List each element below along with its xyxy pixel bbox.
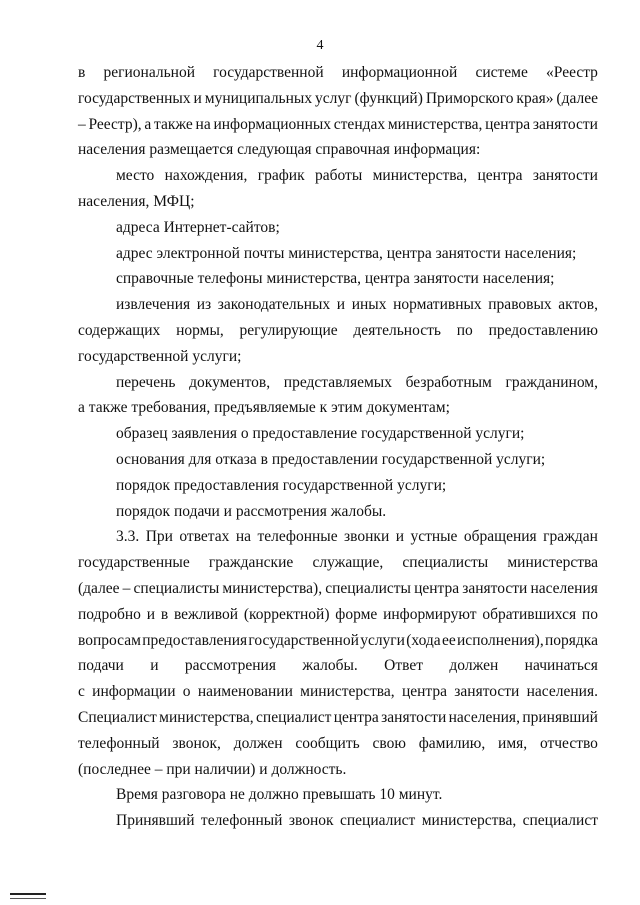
- text-line: [78, 370, 598, 396]
- word: Ответ: [384, 657, 424, 675]
- text-line: [78, 731, 598, 757]
- word: график: [257, 167, 305, 185]
- word: муниципальных: [204, 89, 313, 107]
- word: телефонные: [257, 528, 338, 546]
- word: должен: [233, 734, 283, 752]
- word: вежливой: [173, 605, 239, 623]
- word: Принявший: [116, 812, 195, 830]
- word: гражданские: [208, 554, 294, 572]
- word: информационной: [341, 64, 458, 81]
- word: безработным: [405, 373, 492, 391]
- word: и: [336, 296, 346, 314]
- word: по: [456, 321, 473, 339]
- word: При: [145, 528, 173, 546]
- word: государственной: [213, 64, 324, 81]
- word: министерства,: [372, 167, 468, 185]
- word: обратившихся: [482, 605, 577, 623]
- word: населения: [530, 579, 598, 597]
- word: рассмотрения: [184, 657, 276, 675]
- scan-edge-mark: [10, 893, 46, 895]
- word: Приморского: [425, 89, 514, 107]
- word: населения,: [448, 708, 520, 726]
- word: информируют: [383, 605, 477, 623]
- word: и: [193, 89, 202, 107]
- word: отчество: [539, 734, 598, 752]
- word: также: [154, 115, 193, 133]
- word: служащие,: [312, 554, 384, 572]
- scan-edge-mark: [10, 898, 46, 899]
- word: содержащих: [78, 321, 161, 339]
- text-line: [78, 60, 598, 86]
- word: «Реестр: [546, 64, 598, 81]
- word: актов,: [558, 296, 598, 314]
- word: должен: [449, 657, 499, 675]
- word: форме: [335, 605, 378, 623]
- word: услуг: [315, 89, 352, 107]
- text-line: населения, МФЦ;: [78, 192, 195, 210]
- text-line: населения размещается следующая справочная информация:: [78, 141, 481, 159]
- word: и: [395, 528, 404, 546]
- word: Специалист: [78, 708, 157, 726]
- word: нахождения,: [164, 167, 248, 185]
- word: сообщить: [295, 734, 360, 752]
- word: начинаться: [524, 657, 598, 675]
- word: перечень: [116, 373, 176, 391]
- text-line: образец заявления о предоставление государственной услуги;: [116, 425, 525, 443]
- word: министерства),: [222, 579, 323, 597]
- word: документов,: [189, 373, 271, 391]
- word: ее: [441, 631, 456, 649]
- word: (далее: [556, 89, 598, 107]
- text-line: адрес электронной почты министерства, центра занятости населения;: [116, 244, 577, 262]
- word: с: [78, 683, 85, 701]
- word: а: [144, 115, 152, 133]
- text-line: [78, 705, 598, 731]
- word: информационных: [213, 115, 332, 133]
- document-body: [78, 60, 598, 834]
- word: государственных: [78, 89, 191, 107]
- word: место: [116, 167, 155, 185]
- text-line: [78, 679, 598, 705]
- word: в: [78, 64, 86, 81]
- word: занятости: [532, 167, 598, 185]
- word: гражданином,: [505, 373, 598, 391]
- text-line: а также требования, предъявляемые к этим документам;: [78, 399, 450, 417]
- word: правовых: [488, 296, 552, 314]
- word: занятости: [381, 708, 447, 726]
- word: о: [182, 683, 191, 701]
- word: специалист: [256, 708, 332, 726]
- word: и: [150, 657, 159, 675]
- word: специалист: [339, 812, 416, 830]
- word: –: [78, 115, 86, 133]
- word: центра: [477, 167, 523, 185]
- text-line: справочные телефоны министерства, центра занятости населения;: [116, 270, 555, 288]
- word: государственные: [78, 554, 190, 572]
- word: центра: [401, 683, 447, 701]
- text-line: [78, 524, 598, 550]
- word: специалисты: [325, 579, 411, 597]
- text-line: [78, 550, 598, 576]
- word: из: [196, 296, 212, 314]
- word: звонки: [344, 528, 390, 546]
- text-line: [78, 808, 598, 834]
- word: региональной: [103, 64, 195, 81]
- word: министерства,: [300, 683, 395, 701]
- text-line: [78, 112, 598, 138]
- word: граждан: [543, 528, 598, 546]
- word: на: [195, 115, 211, 133]
- word: работы: [315, 167, 363, 185]
- text-line: [78, 163, 598, 189]
- word: занятости: [532, 115, 598, 133]
- word: занятости: [454, 683, 520, 701]
- word: извлечения: [116, 296, 191, 314]
- word: свою: [372, 734, 406, 752]
- word: (хода: [406, 631, 441, 649]
- word: исполнения),: [457, 631, 544, 649]
- text-line: [78, 653, 598, 679]
- text-line: порядок подачи и рассмотрения жалобы.: [116, 502, 387, 520]
- word: имя,: [498, 734, 528, 752]
- word: наименовании: [197, 683, 293, 701]
- word: ответах: [179, 528, 230, 546]
- word: министерства,: [387, 115, 483, 133]
- word: представляемых: [283, 373, 392, 391]
- word: центра: [333, 708, 379, 726]
- text-line: (последнее – при наличии) и должность.: [78, 760, 347, 778]
- word: подробно: [78, 605, 141, 623]
- word: министерства: [507, 554, 598, 572]
- word: в: [160, 605, 169, 623]
- text-line: [78, 86, 598, 112]
- word: подачи: [78, 657, 124, 675]
- text-line: [78, 292, 598, 318]
- word: центра: [485, 115, 531, 133]
- word: (корректной): [243, 605, 330, 623]
- word: 3.3.: [116, 528, 140, 546]
- text-line: адреса Интернет-сайтов;: [116, 218, 280, 236]
- word: министерства,: [159, 708, 254, 726]
- word: телефонный: [78, 734, 160, 752]
- word: (функций): [354, 89, 423, 107]
- word: устные: [410, 528, 458, 546]
- word: законодательных: [217, 296, 331, 314]
- text-line: основания для отказа в предоставлении государственной услуги;: [116, 450, 546, 468]
- word: (далее: [78, 579, 120, 597]
- word: фамилию,: [418, 734, 486, 752]
- word: иных: [351, 296, 387, 314]
- word: государственной: [248, 631, 359, 649]
- page-number: 4: [316, 38, 324, 53]
- text-line: [78, 628, 598, 654]
- text-line: [78, 576, 598, 602]
- word: министерства,: [421, 812, 517, 830]
- word: –: [122, 579, 131, 597]
- word: края»: [516, 89, 554, 107]
- word: услуги: [360, 631, 405, 649]
- word: системе: [475, 64, 528, 81]
- word: Реестр),: [88, 115, 142, 133]
- word: по: [581, 605, 598, 623]
- text-line: порядок предоставления государственной услуги;: [116, 476, 447, 494]
- word: вопросам: [78, 631, 141, 649]
- word: и: [146, 605, 156, 623]
- word: нормативных: [393, 296, 482, 314]
- word: обращения: [463, 528, 537, 546]
- word: занятости: [462, 579, 528, 597]
- text-line: [78, 602, 598, 628]
- word: стендах: [333, 115, 386, 133]
- text-line: Время разговора не должно превышать 10 минут.: [116, 786, 443, 804]
- word: на: [235, 528, 252, 546]
- word: регулирующие: [239, 321, 338, 339]
- word: жалобы.: [302, 657, 358, 675]
- word: специалист: [522, 812, 598, 830]
- text-line: государственной услуги;: [78, 347, 242, 365]
- word: звонок,: [172, 734, 221, 752]
- word: звонок: [288, 812, 334, 830]
- word: нормы,: [176, 321, 224, 339]
- word: центра: [414, 579, 460, 597]
- word: порядка: [545, 631, 598, 649]
- word: предоставлению: [488, 321, 598, 339]
- word: специалисты: [133, 579, 220, 597]
- word: деятельность: [353, 321, 441, 339]
- word: предоставления: [142, 631, 248, 649]
- word: принявший: [522, 708, 598, 726]
- word: специалисты: [402, 554, 489, 572]
- word: населения.: [526, 683, 598, 701]
- word: информации: [92, 683, 176, 701]
- text-line: [78, 318, 598, 344]
- word: телефонный: [200, 812, 283, 830]
